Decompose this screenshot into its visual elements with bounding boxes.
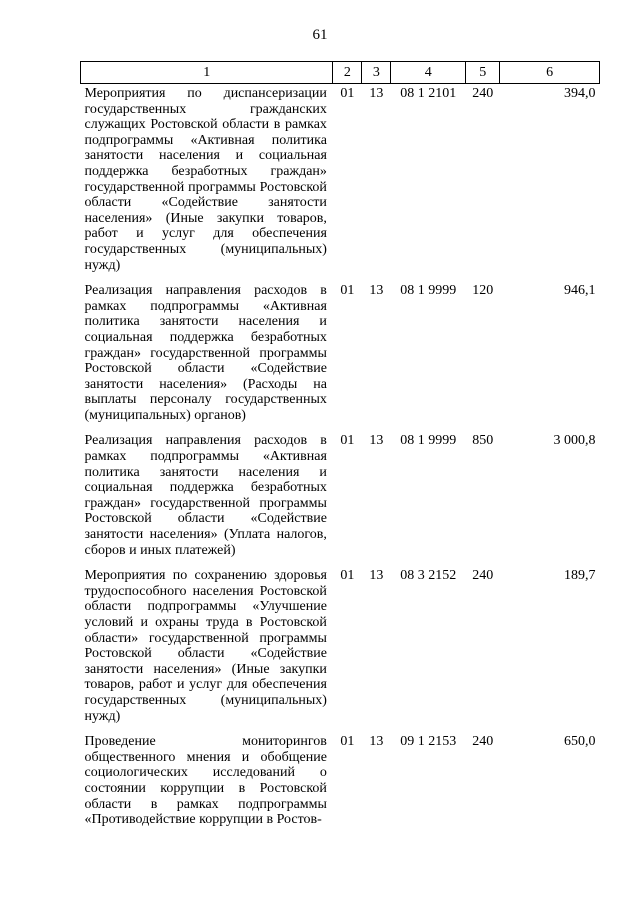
row-section: 01 [340,86,355,101]
table-header-row [81,62,600,84]
row-amount: 946,1 [564,283,596,299]
row-subsection: 13 [369,283,384,299]
row-amount: 394,0 [564,86,596,101]
column-header-1: 1 [81,62,333,84]
column-header-5: 5 [466,62,500,84]
row-description: Мероприятия по сохранению здоровья трудоспособного населения Ростовской области подпрограммы «Улучшение условий и охраны труда в Ростовской области» государственной программы Ростовской области «Содействие занятости населения» (Иные закупки товаров, работ и услуг для обеспечения государственных (муниципальных) нужд) [84,568,327,724]
row-expense-type: 240 [472,568,494,584]
row-description: Реализация направления расходов в рамках подпрограммы «Активная политика занятости населения и социальная поддержка безработных граждан» государственной программы Ростовской области «Содействие занятости населения» (Уплата налогов, сборов и иных платежей) [84,433,327,558]
row-target-article: 09 1 2153 [400,734,457,750]
row-target-article: 08 1 2101 [400,86,457,101]
row-amount: 650,0 [564,734,596,750]
table-row [81,431,600,566]
row-section: 01 [340,734,355,750]
row-target-article: 08 3 2152 [400,568,457,584]
row-subsection: 13 [369,86,384,101]
row-subsection: 13 [369,734,384,750]
row-subsection: 13 [369,433,384,449]
page-number: 61 [312,27,328,43]
budget-table [80,61,600,836]
row-expense-type: 120 [472,283,494,299]
row-target-article: 08 1 9999 [400,433,457,449]
row-expense-type: 240 [472,734,494,750]
row-description: Проведение мониторингов общественного мнения и обобщение социологических исследований о состоянии коррупции в Ростовской области в рамках подпрограммы «Противодействие коррупции в Ростов- [84,734,327,828]
table-row [81,566,600,732]
column-header-4: 4 [391,62,466,84]
column-header-6: 6 [500,62,600,84]
row-section: 01 [340,283,355,299]
column-header-2: 2 [333,62,362,84]
row-subsection: 13 [369,568,384,584]
table-row [81,281,600,431]
column-header-3: 3 [362,62,391,84]
row-section: 01 [340,433,355,449]
table-row [81,732,600,836]
row-expense-type: 850 [472,433,494,449]
row-expense-type: 240 [472,86,494,101]
table-row [81,84,600,282]
row-amount: 3 000,8 [553,433,596,449]
row-description: Мероприятия по диспансеризации государственных гражданских служащих Ростовской области в рамках подпрограммы «Активная политика занятости населения и социальная поддержка безработных граждан» государственной программы Ростовской области «Содействие занятости населения» (Иные закупки товаров, работ и услуг для обеспечения государственных (муниципальных) нужд) [84,86,327,273]
row-target-article: 08 1 9999 [400,283,457,299]
row-section: 01 [340,568,355,584]
row-amount: 189,7 [564,568,596,584]
row-description: Реализация направления расходов в рамках подпрограммы «Активная политика занятости населения и социальная поддержка безработных граждан» государственной программы Ростовской области «Содействие занятости населения» (Расходы на выплаты персоналу государственных (муниципальных) органов) [84,283,327,423]
